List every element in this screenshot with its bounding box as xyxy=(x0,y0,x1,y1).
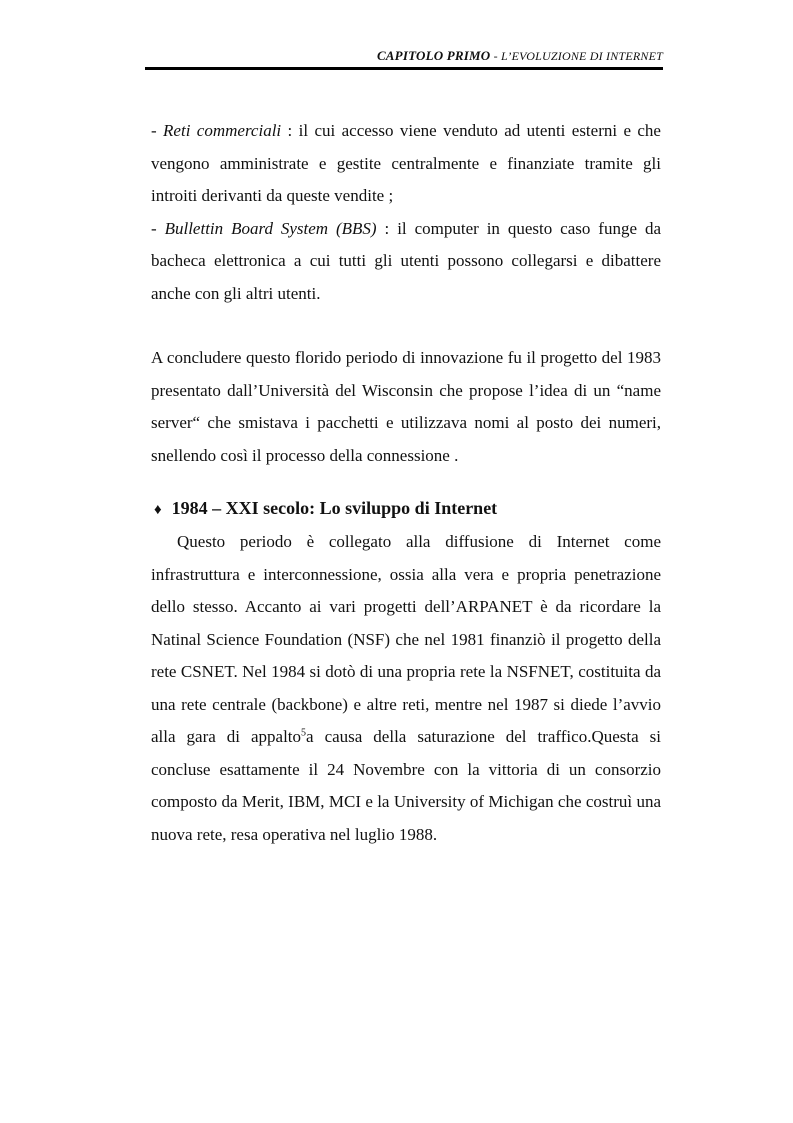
paragraph: A concludere questo florido periodo di innovazione fu il progetto del 1983 presentato dall’Università del Wisconsin che propose l’idea di un “name server“ che smistava i pacchetti e utilizzava nomi al posto dei numeri, snellendo così il processo della connessione . xyxy=(151,348,661,465)
section-text-part1: Questo periodo è collegato alla diffusione di Internet come infrastruttura e interconnessione, ossia alla vera e propria penetrazione dello stesso. Accanto ai vari progetti dell’ARPANET è da ricordare la Natinal Science Foundation (NSF) che nel 1981 finanziò il progetto della rete CSNET. Nel 1984 si dotò di una propria rete la NSFNET, costituita da una rete centrale (backbone) e altre reti, mentre nel 1987 si diede l’avvio alla gara di appalto xyxy=(151,532,661,746)
header-subtitle: L’EVOLUZIONE DI INTERNET xyxy=(500,49,663,63)
list-item-text: : il computer in questo caso funge da bacheca elettronica a cui tutti gli utenti possono collegarsi e dibattere anche con gli altri utenti. xyxy=(151,218,661,303)
section-paragraph xyxy=(151,526,661,851)
section-heading-text: 1984 – XXI secolo: Lo sviluppo di Internet xyxy=(171,498,498,518)
list-item-prefix: - xyxy=(151,218,165,238)
list-item-term: Reti commerciali xyxy=(163,121,282,140)
spacer xyxy=(151,310,661,342)
list-item xyxy=(151,213,661,311)
section-text-part2: a causa della saturazione del traffico.Questa si concluse esattamente il 24 Novembre con la vittoria di un consorzio composto da Merit, IBM, MCI e la University of Michigan che costruì una nuova rete, resa operativa nel luglio 1988. xyxy=(151,727,661,844)
list-item-term: Bullettin Board System (BBS) xyxy=(164,218,377,238)
spacer xyxy=(151,472,661,492)
page-body xyxy=(151,115,661,851)
list-item-text: : il cui accesso viene venduto ad utenti esterni e che vengono amministrate e gestite centralmente e finanziate tramite gli introiti derivanti da queste vendite ; xyxy=(151,121,661,205)
header-separator: - xyxy=(490,49,501,63)
header-rule xyxy=(145,67,663,70)
running-header xyxy=(145,48,663,64)
section-heading xyxy=(151,492,661,526)
footnote-marker[interactable]: 5 xyxy=(301,727,307,739)
list-item-prefix: - xyxy=(151,121,164,140)
header-chapter: CAPITOLO PRIMO xyxy=(376,48,491,63)
diamond-bullet-icon: ♦ xyxy=(154,502,162,518)
list-item xyxy=(151,115,661,213)
